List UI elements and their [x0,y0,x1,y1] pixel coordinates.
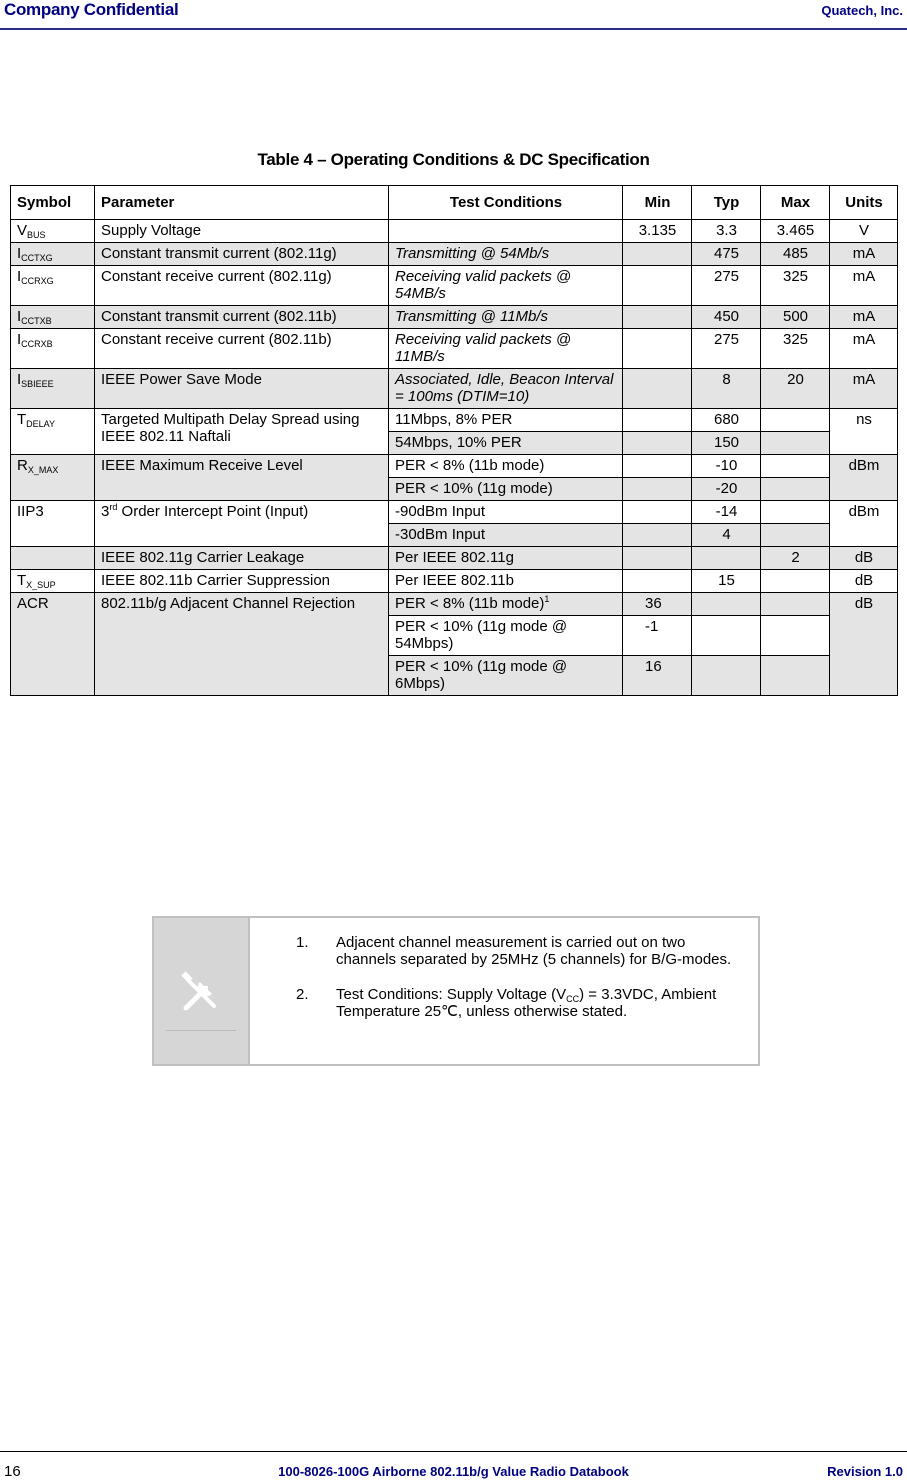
parameter-cell: Constant transmit current (802.11g) [95,243,389,266]
min-cell [623,243,692,266]
note-text: Adjacent channel measurement is carried out on two channels separated by 25MHz (5 channels) for B/G-modes. [336,934,732,968]
test-conditions-cell: Transmitting @ 11Mb/s [389,306,623,329]
table-row [11,369,898,409]
typ-cell: 680 [692,409,761,432]
col-header-parameter: Parameter [95,186,389,220]
list-item [296,986,736,1020]
notes-icon-panel [154,918,250,1064]
footer-divider [0,1451,907,1452]
table-row [11,455,898,478]
header-company-name: Quatech, Inc. [821,3,903,18]
max-cell [761,524,830,547]
max-cell [761,570,830,593]
note-number: 2. [296,986,309,1003]
list-item [296,934,736,968]
test-conditions-cell: 11Mbps, 8% PER [389,409,623,432]
tools-icon [178,970,224,1016]
typ-cell [692,656,761,696]
test-conditions-cell: PER < 10% (11g mode) [389,478,623,501]
revision-label: Revision 1.0 [827,1464,903,1479]
test-conditions-cell: Receiving valid packets @ 54MB/s [389,266,623,306]
max-cell [761,432,830,455]
symbol-cell: $V_{BUS}$ [11,220,95,243]
symbol-cell: $T_{X\_SUP}$ [11,570,95,593]
min-cell [623,409,692,432]
min-cell [623,266,692,306]
symbol-cell: $I_{SBIEEE}$ [11,369,95,409]
units-cell: mA [830,243,898,266]
table-header-row [11,186,898,220]
max-cell: 485 [761,243,830,266]
parameter-cell: IEEE 802.11b Carrier Suppression [95,570,389,593]
symbol-cell: $I_{CCRXB}$ [11,329,95,369]
max-cell: 20 [761,369,830,409]
symbol-cell: $T_{DELAY}$ [11,409,95,455]
table-row [11,501,898,524]
col-header-typ: Typ [692,186,761,220]
symbol-cell: $I_{CCTXB}$ [11,306,95,329]
table-row [11,243,898,266]
table-row [11,409,898,432]
max-cell: 2 [761,547,830,570]
min-cell [623,570,692,593]
min-cell [623,478,692,501]
test-conditions-cell: -90dBm Input [389,501,623,524]
test-conditions-cell [389,220,623,243]
max-cell [761,455,830,478]
max-cell: 500 [761,306,830,329]
units-cell: ns [830,409,898,455]
header-divider [0,28,907,30]
typ-cell: 15 [692,570,761,593]
units-cell: mA [830,266,898,306]
table-row [11,593,898,616]
typ-cell: 8 [692,369,761,409]
min-cell: 16 [623,656,692,696]
max-cell: 325 [761,329,830,369]
min-cell [623,501,692,524]
table-row [11,220,898,243]
typ-cell: 275 [692,266,761,306]
symbol-cell: ACR [11,593,95,696]
parameter-cell: 3rd Order Intercept Point (Input) [95,501,389,547]
min-cell [623,432,692,455]
note-number: 1. [296,934,309,951]
max-cell: 3.465 [761,220,830,243]
operating-conditions-table [10,185,898,696]
test-conditions-cell: PER < 8% (11b mode)$^1$ [389,593,623,616]
max-cell [761,478,830,501]
min-cell [623,524,692,547]
min-cell [623,329,692,369]
notes-list [296,934,736,1038]
table-title: Table 4 – Operating Conditions & DC Specification [257,150,650,169]
test-conditions-cell: Receiving valid packets @ 11MB/s [389,329,623,369]
parameter-cell: Constant receive current (802.11g) [95,266,389,306]
notes-box [152,916,760,1066]
parameter-cell: Constant transmit current (802.11b) [95,306,389,329]
parameter-cell: Constant receive current (802.11b) [95,329,389,369]
col-header-test-conditions: Test Conditions [389,186,623,220]
table-row [11,570,898,593]
parameter-cell: IEEE Maximum Receive Level [95,455,389,501]
min-cell: 36 [623,593,692,616]
min-cell [623,306,692,329]
test-conditions-cell: Per IEEE 802.11g [389,547,623,570]
parameter-cell: 802.11b/g Adjacent Channel Rejection [95,593,389,696]
symbol-cell [11,547,95,570]
units-cell: dBm [830,501,898,547]
icon-divider [166,1030,236,1031]
units-cell: mA [830,329,898,369]
max-cell [761,409,830,432]
table-row [11,306,898,329]
typ-cell: 450 [692,306,761,329]
units-cell: dB [830,593,898,696]
typ-cell: -20 [692,478,761,501]
parameter-cell: Targeted Multipath Delay Spread using IEEE 802.11 Naftali [95,409,389,455]
units-cell: mA [830,369,898,409]
units-cell: mA [830,306,898,329]
typ-cell: 3.3 [692,220,761,243]
test-conditions-cell: PER < 10% (11g mode @ 6Mbps) [389,656,623,696]
col-header-max: Max [761,186,830,220]
test-conditions-cell: Associated, Idle, Beacon Interval = 100ms (DTIM=10) [389,369,623,409]
typ-cell [692,616,761,656]
parameter-cell: IEEE 802.11g Carrier Leakage [95,547,389,570]
max-cell [761,593,830,616]
units-cell: dB [830,570,898,593]
symbol-cell: IIP3 [11,501,95,547]
parameter-cell: IEEE Power Save Mode [95,369,389,409]
note-text: Test Conditions: Supply Voltage $(V_{CC}) = 3.3VDC$, Ambient Temperature 25℃, unless otherwise stated. [336,986,717,1020]
max-cell [761,616,830,656]
units-cell: dB [830,547,898,570]
page-number: 16 [4,1463,21,1480]
typ-cell [692,547,761,570]
symbol-cell: $R_{X\_MAX}$ [11,455,95,501]
parameter-cell: Supply Voltage [95,220,389,243]
units-cell: dBm [830,455,898,501]
typ-cell: 475 [692,243,761,266]
test-conditions-cell: -30dBm Input [389,524,623,547]
min-cell [623,455,692,478]
test-conditions-cell: 54Mbps, 10% PER [389,432,623,455]
min-cell: 3.135 [623,220,692,243]
header-company-confidential: Company Confidential [4,0,179,19]
min-cell [623,547,692,570]
table-row [11,266,898,306]
col-header-units: Units [830,186,898,220]
typ-cell: -14 [692,501,761,524]
max-cell [761,656,830,696]
table-row [11,329,898,369]
test-conditions-cell: PER < 8% (11b mode) [389,455,623,478]
symbol-cell: $I_{CCTXG}$ [11,243,95,266]
symbol-cell: $I_{CCRXG}$ [11,266,95,306]
max-cell: 325 [761,266,830,306]
test-conditions-cell: Per IEEE 802.11b [389,570,623,593]
test-conditions-cell: Transmitting @ 54Mb/s [389,243,623,266]
typ-cell: -10 [692,455,761,478]
min-cell [623,369,692,409]
units-cell: V [830,220,898,243]
max-cell [761,501,830,524]
typ-cell [692,593,761,616]
typ-cell: 4 [692,524,761,547]
typ-cell: 150 [692,432,761,455]
min-cell: -1 [623,616,692,656]
document-title: 100-8026-100G Airborne 802.11b/g Value Radio Databook [278,1464,629,1479]
table-row [11,547,898,570]
col-header-min: Min [623,186,692,220]
typ-cell: 275 [692,329,761,369]
test-conditions-cell: PER < 10% (11g mode @ 54Mbps) [389,616,623,656]
col-header-symbol: Symbol [11,186,95,220]
